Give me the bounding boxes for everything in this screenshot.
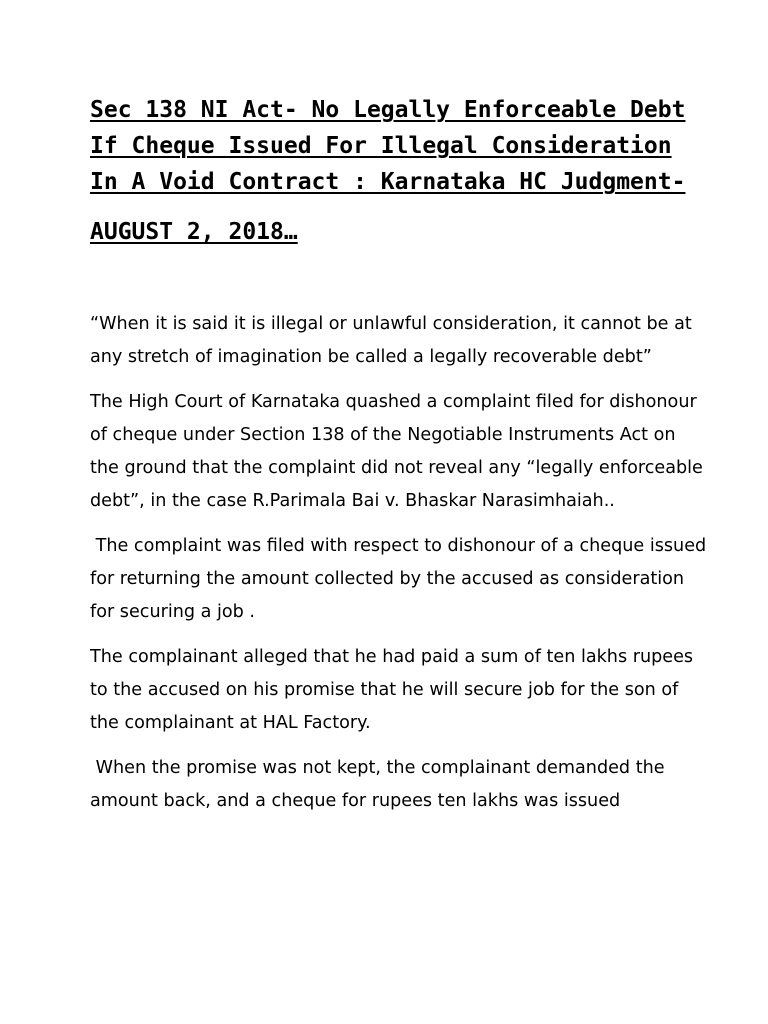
paragraph-allegation: The complainant alleged that he had paid a sum of ten lakhs rupees to the accused on his promise that he will secure job for the son of the complainant at HAL Factory. [90,647,699,733]
paragraph-quote: “When it is said it is illegal or unlawful consideration, it cannot be at any stretch of imagination be called a legally recoverable debt” [90,314,698,367]
paragraph-summary: The High Court of Karnataka quashed a complaint filed for dishonour of cheque under Section 138 of the Negotiable Instruments Act on the ground that the complaint did not reveal any “legally enforceable debt”, in the case R.Parimala Bai v. Bhaskar Narasimhaiah.. [90,392,709,511]
document-title: Sec 138 NI Act- No Legally Enforceable Debt If Cheque Issued For Illegal Consideration In A Void Contract : Karnataka HC Judgment- [90,97,686,195]
paragraph-promise: When the promise was not kept, the complainant demanded the amount back, and a cheque for rupees ten lakhs was issued [90,758,671,811]
document-date: AUGUST 2, 2018… [90,219,298,245]
paragraph-complaint: The complaint was filed with respect to dishonour of a cheque issued for returning the amount collected by the accused as consideration for securing a job . [90,536,712,622]
